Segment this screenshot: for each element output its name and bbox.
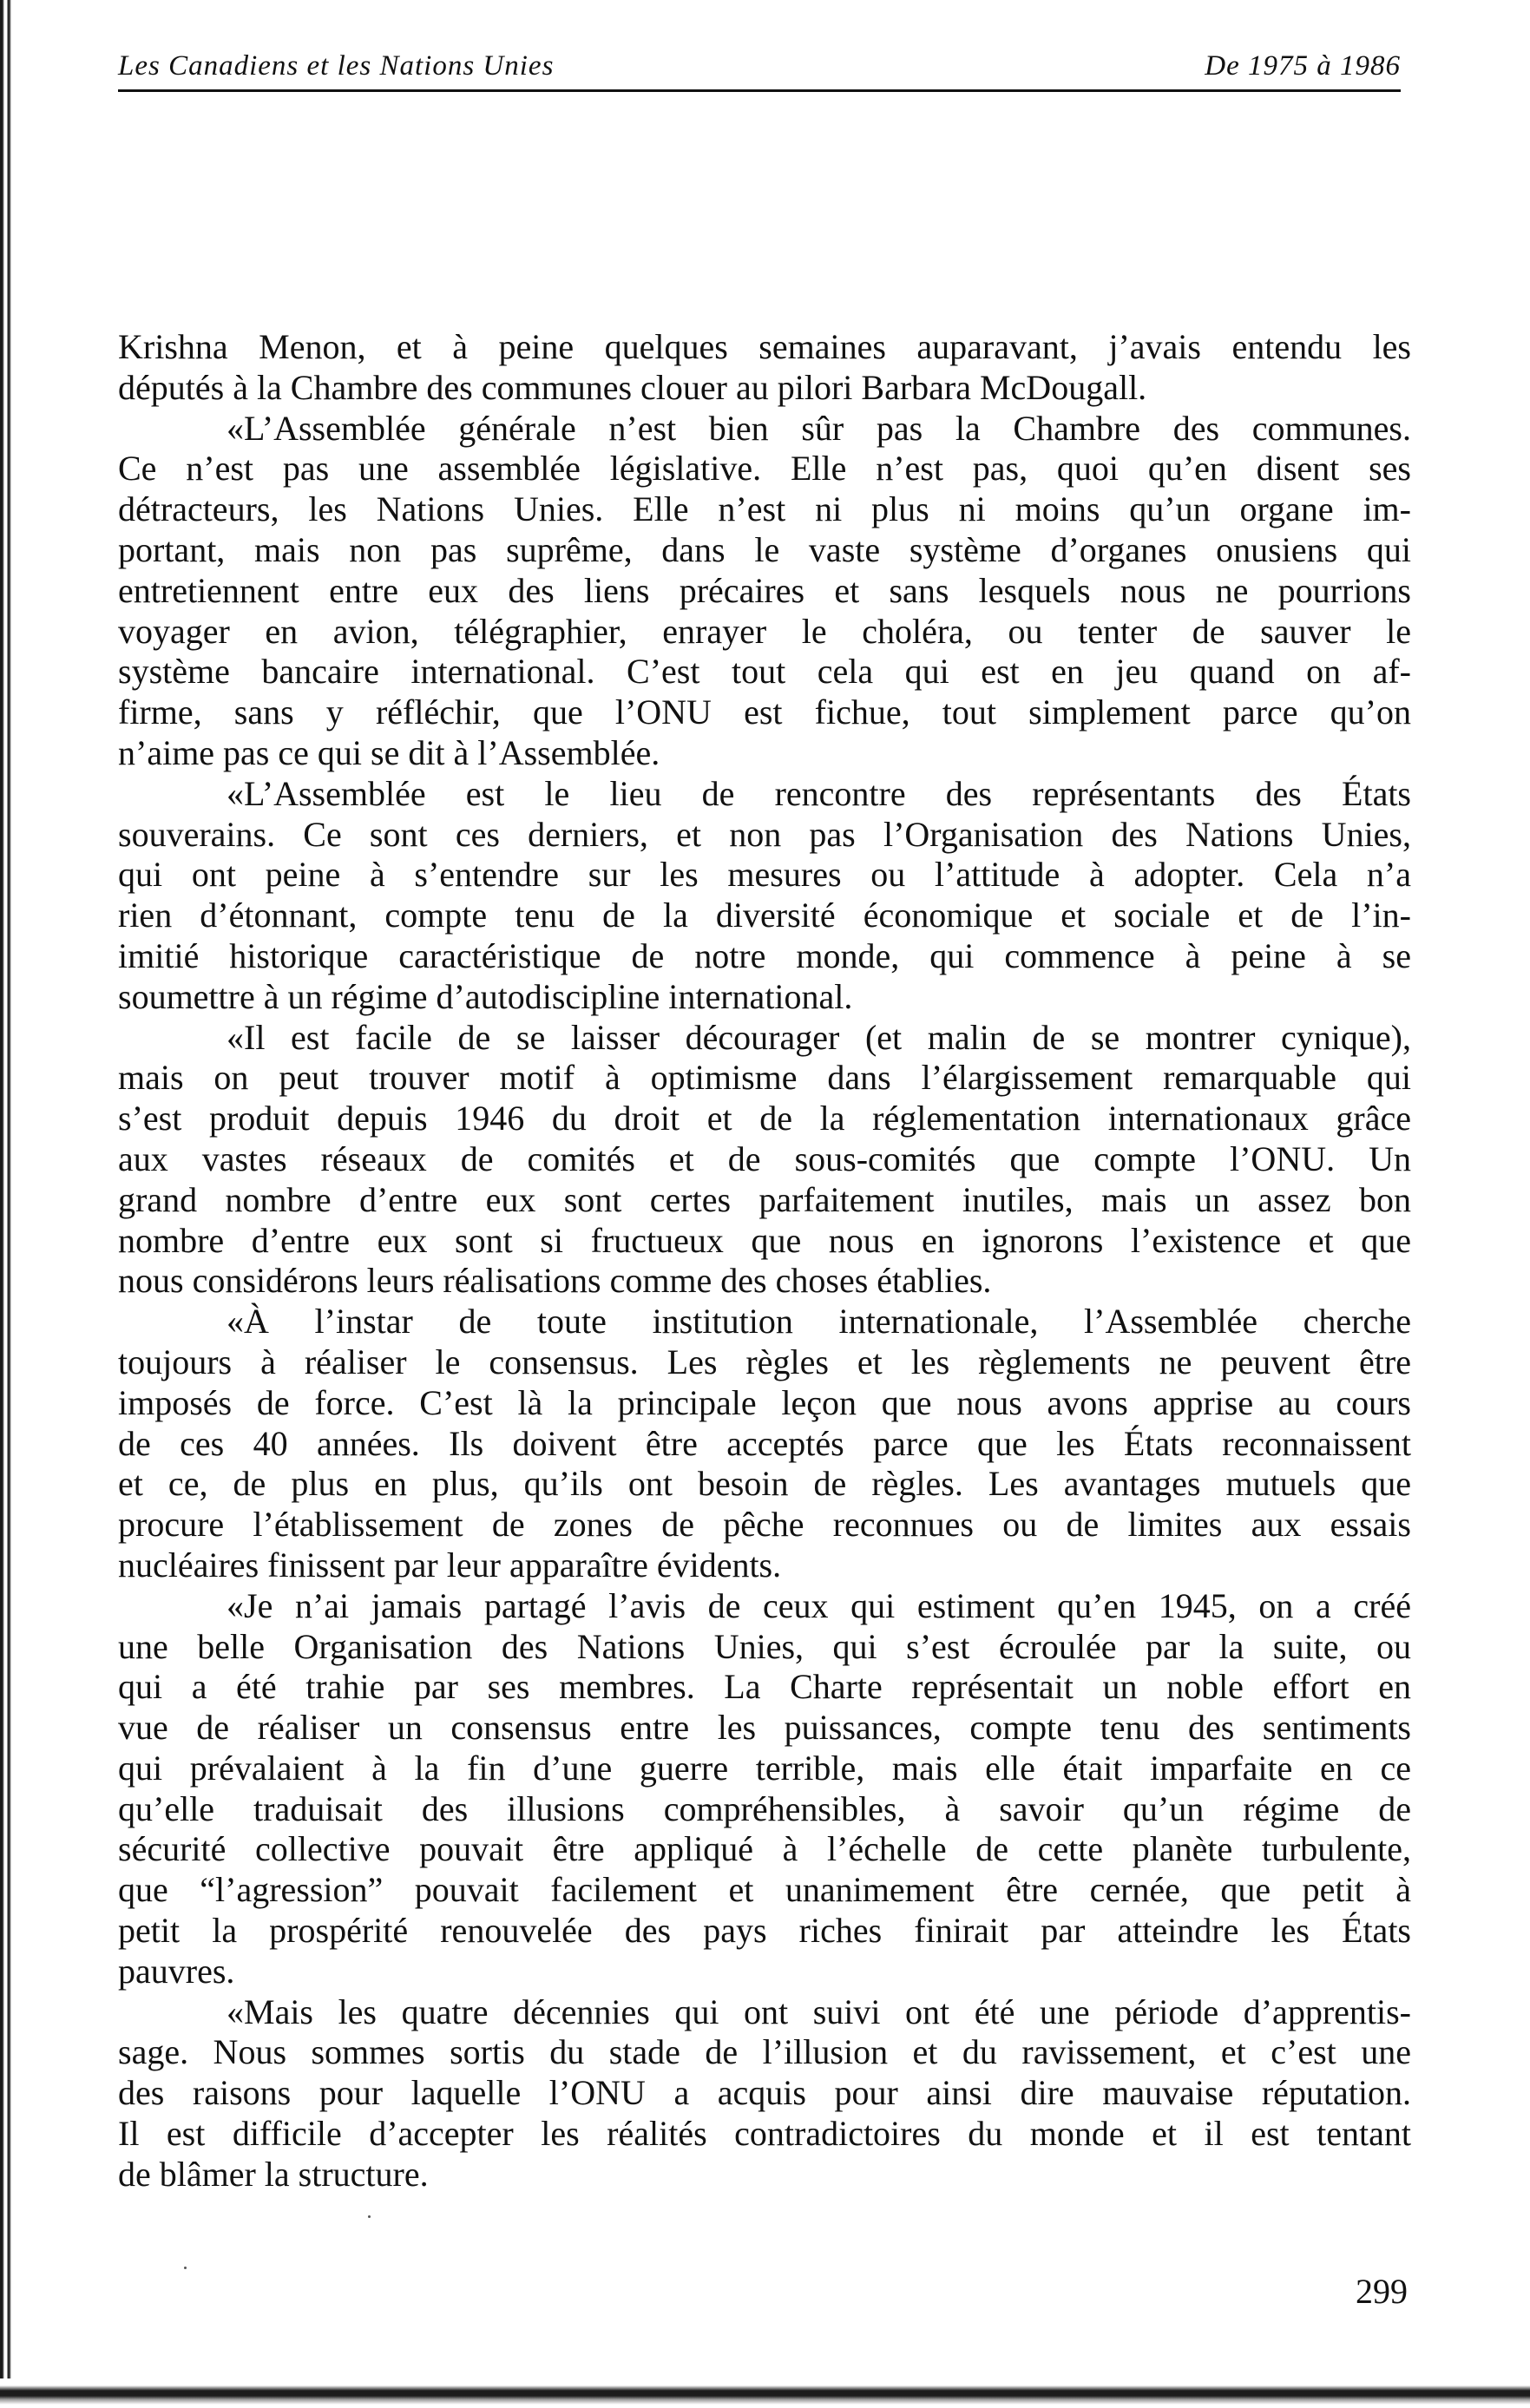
page-number: 299 [1356, 2272, 1408, 2311]
text-line: des raisons pour laquelle l’ONU a acquis pour ainsi dire mauvaise réputation. [118, 2073, 1411, 2113]
text-line: Il est difficile d’accepter les réalités contradictoires du monde et il est tentant [118, 2114, 1411, 2154]
text-line: petit la prospérité renouvelée des pays riches finirait par atteindre les États [118, 1911, 1411, 1951]
text-line: «Il est facile de se laisser décourager (et malin de se montrer cynique), [227, 1017, 1411, 1057]
scan-speck [368, 2215, 371, 2218]
text-line: qui ont peine à s’entendre sur les mesures ou l’attitude à adopter. Cela n’a [118, 855, 1411, 895]
text-line: grand nombre d’entre eux sont certes parfaitement inutiles, mais un assez bon [118, 1179, 1411, 1219]
text-line: n’aime pas ce qui se dit à l’Assemblée. [118, 732, 660, 772]
text-line: nous considérons leurs réalisations comme des choses établies. [118, 1261, 992, 1301]
text-line: qui a été trahie par ses membres. La Charte représentait un noble effort en [118, 1667, 1411, 1707]
text-line: détracteurs, les Nations Unies. Elle n’est ni plus ni moins qu’un organe im- [118, 489, 1411, 529]
text-line: firme, sans y réfléchir, que l’ONU est fichue, tout simplement parce qu’on [118, 692, 1411, 732]
text-line: qu’elle traduisait des illusions compréhensibles, à savoir qu’un régime de [118, 1788, 1411, 1828]
running-header-title: Les Canadiens et les Nations Unies [118, 50, 555, 82]
text-line: vue de réaliser un consensus entre les puissances, compte tenu des sentiments [118, 1708, 1411, 1748]
running-header-period: De 1975 à 1986 [1205, 50, 1401, 82]
text-line: mais on peut trouver motif à optimisme dans l’élargissement remarquable qui [118, 1058, 1411, 1098]
text-line: soumettre à un régime d’autodiscipline international. [118, 976, 853, 1016]
text-line: rien d’étonnant, compte tenu de la diversité économique et sociale et de l’in- [118, 896, 1411, 935]
text-line: «Mais les quatre décennies qui ont suivi ont été une période d’apprentis- [227, 1991, 1411, 2031]
text-line: aux vastes réseaux de comités et de sous-comités que compte l’ONU. Un [118, 1138, 1411, 1178]
text-line: souverains. Ce sont ces derniers, et non pas l’Organisation des Nations Unies, [118, 814, 1411, 854]
text-line: sage. Nous sommes sortis du stade de l’illusion et du ravissement, et c’est une [118, 2032, 1411, 2072]
text-line: nombre d’entre eux sont si fructueux que nous en ignorons l’existence et que [118, 1220, 1411, 1260]
text-line: système bancaire international. C’est tout cela qui est en jeu quand on af- [118, 652, 1411, 692]
text-line: procure l’établissement de zones de pêche reconnues ou de limites aux essais [118, 1505, 1411, 1545]
text-line: qui prévalaient à la fin d’une guerre terrible, mais elle était imparfaite en ce [118, 1748, 1411, 1788]
text-line: pauvres. [118, 1951, 235, 1991]
text-line: toujours à réaliser le consensus. Les règles et les règlements ne peuvent être [118, 1342, 1411, 1381]
text-line: Krishna Menon, et à peine quelques semaines auparavant, j’avais entendu les [118, 327, 1411, 366]
text-line: «L’Assemblée générale n’est bien sûr pas la Chambre des communes. [227, 408, 1411, 448]
text-line: «L’Assemblée est le lieu de rencontre des représentants des États [227, 773, 1411, 813]
text-line: «Je n’ai jamais partagé l’avis de ceux qui estiment qu’en 1945, on a créé [227, 1585, 1411, 1625]
scan-binding-edge [0, 0, 12, 2408]
text-line: une belle Organisation des Nations Unies, qui s’est écroulée par la suite, ou [118, 1626, 1411, 1666]
text-line: s’est produit depuis 1946 du droit et de la réglementation internationaux grâce [118, 1099, 1411, 1138]
text-line: imitié historique caractéristique de notre monde, qui commence à peine à se [118, 935, 1411, 975]
text-line: entretiennent entre eux des liens précaires et sans lesquels nous ne pourrions [118, 570, 1411, 610]
text-line: nucléaires finissent par leur apparaître évidents. [118, 1545, 782, 1585]
text-line: portant, mais non pas suprême, dans le vaste système d’organes onusiens qui [118, 529, 1411, 569]
text-line: Ce n’est pas une assemblée législative. Elle n’est pas, quoi qu’en disent ses [118, 449, 1411, 489]
running-header [118, 50, 1401, 92]
text-line: «À l’instar de toute institution internationale, l’Assemblée cherche [227, 1302, 1411, 1342]
scan-bottom-edge [0, 2378, 1530, 2408]
text-line: voyager en avion, télégraphier, enrayer le choléra, ou tenter de sauver le [118, 611, 1411, 651]
text-line: que “l’agression” pouvait facilement et unanimement être cernée, que petit à [118, 1870, 1411, 1910]
text-line: sécurité collective pouvait être appliqué à l’échelle de cette planète turbulente, [118, 1829, 1411, 1869]
text-line: de blâmer la structure. [118, 2154, 429, 2194]
text-line: imposés de force. C’est là la principale leçon que nous avons apprise au cours [118, 1382, 1411, 1422]
text-line: et ce, de plus en plus, qu’ils ont besoin de règles. Les avantages mutuels que [118, 1464, 1411, 1504]
body-text [118, 327, 1411, 2195]
text-line: de ces 40 années. Ils doivent être acceptés parce que les États reconnaissent [118, 1423, 1411, 1463]
scan-speck [184, 2267, 187, 2269]
text-line: députés à la Chambre des communes clouer au pilori Barbara McDougall. [118, 367, 1147, 407]
